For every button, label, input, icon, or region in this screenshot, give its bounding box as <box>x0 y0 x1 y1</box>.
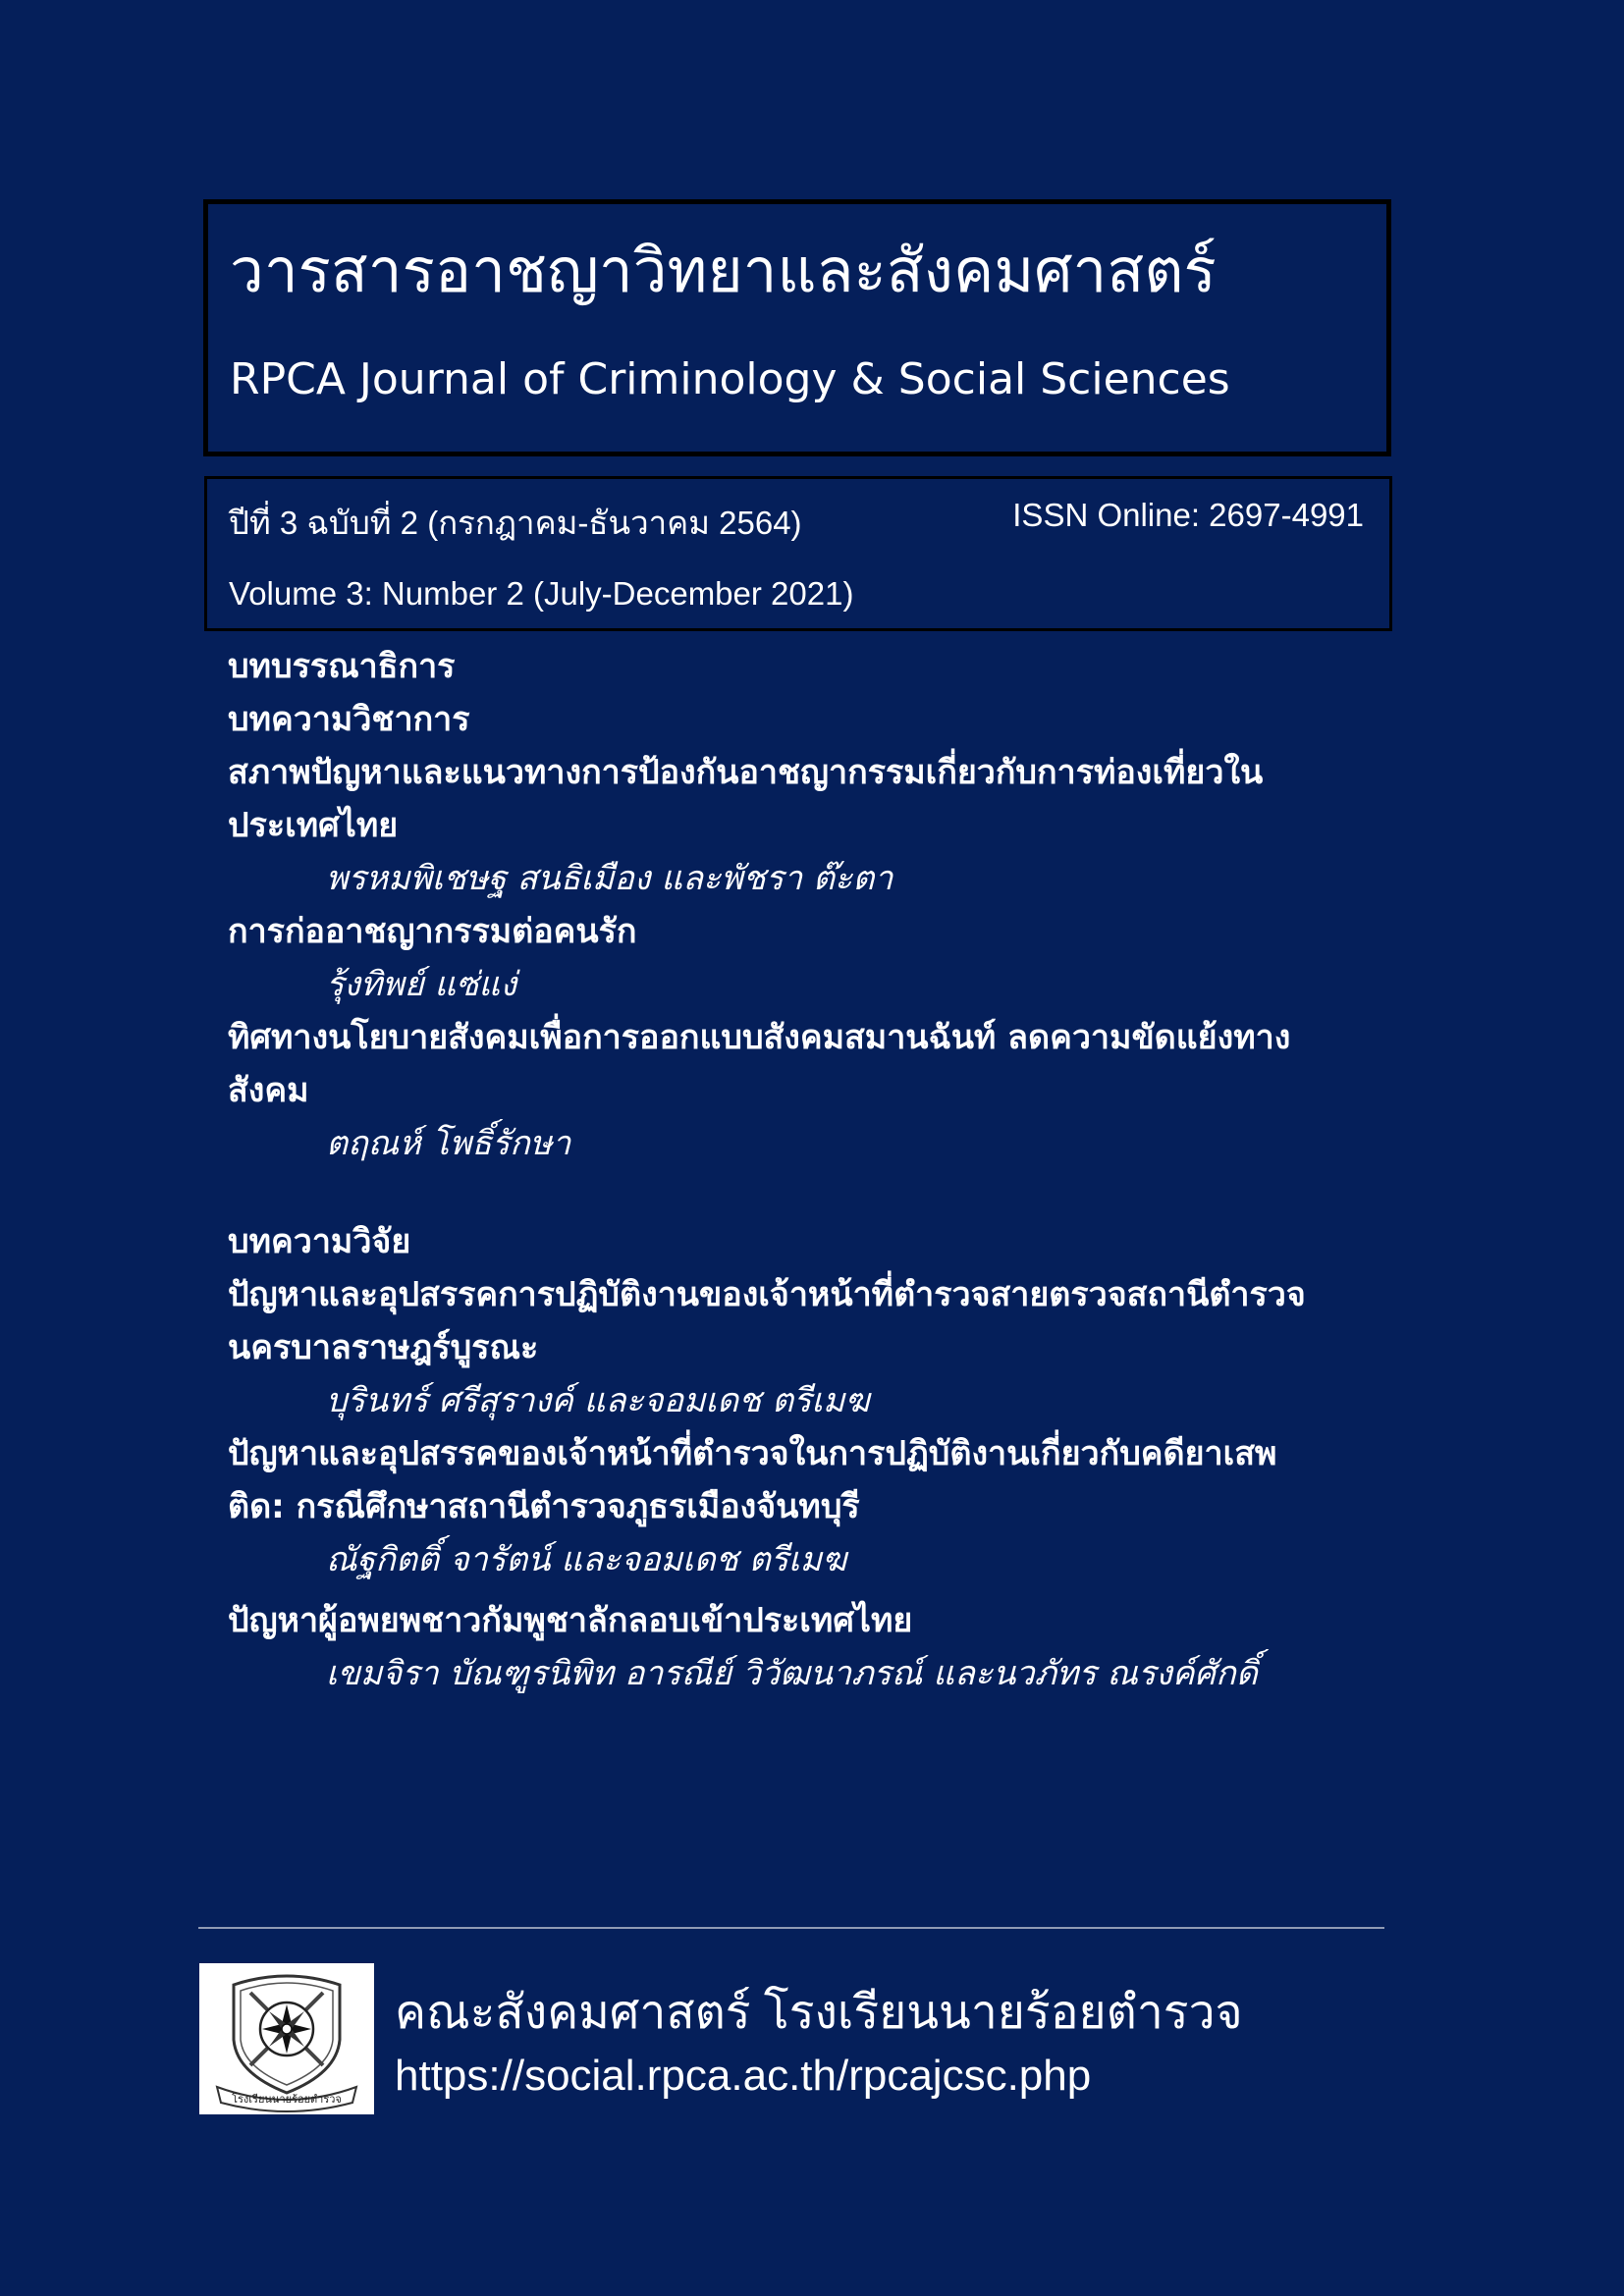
academic-article <box>228 1011 1396 1170</box>
article-title: ปัญหาและอุปสรรคการปฏิบัติงานของเจ้าหน้าที่ตำรวจสายตรวจสถานีตำรวจ <box>228 1275 1306 1314</box>
article-spacer <box>228 1586 1396 1594</box>
issn-label: ISSN Online: 2697-4991 <box>1012 497 1364 533</box>
academic-article <box>228 905 1396 1011</box>
article-authors: รุ้งทิพย์ แซ่แง่ <box>326 965 516 1004</box>
issue-info-box <box>204 476 1392 631</box>
article-title: ติด: กรณีศึกษาสถานีตำรวจภูธรเมืองจันทบุรี <box>228 1487 860 1526</box>
section-spacer <box>228 1170 1396 1215</box>
issue-label-thai: ปีที่ 3 ฉบับที่ 2 (กรกฎาคม-ธันวาคม 2564) <box>229 505 802 541</box>
article-title: นครบาลราษฎร์บูรณะ <box>228 1328 539 1367</box>
crest-icon <box>199 1963 374 2114</box>
table-of-contents <box>228 640 1396 1700</box>
research-article <box>228 1594 1396 1700</box>
article-title: ทิศทางนโยบายสังคมเพื่อการออกแบบสังคมสมานฉันท์ ลดความขัดแย้งทาง <box>228 1018 1291 1057</box>
editorial-heading: บทบรรณาธิการ <box>228 647 456 686</box>
logo-banner-text: โรงเรียนนายร้อยตำรวจ <box>232 2093 342 2106</box>
footer-divider <box>198 1927 1384 1929</box>
journal-title-thai: วารสารอาชญาวิทยาและสังคมศาสตร์ <box>230 235 1217 306</box>
article-title: ปัญหาผู้อพยพชาวกัมพูชาลักลอบเข้าประเทศไทย <box>228 1601 913 1640</box>
faculty-name: คณะสังคมศาสตร์ โรงเรียนนายร้อยตำรวจ <box>395 1987 1243 2039</box>
academic-article <box>228 746 1396 905</box>
police-academy-logo <box>199 1963 374 2114</box>
article-title: สภาพปัญหาและแนวทางการป้องกันอาชญากรรมเกี่ยวกับการท่องเที่ยวใน <box>228 753 1264 792</box>
journal-title-english: RPCA Journal of Criminology & Social Sciences <box>230 354 1230 404</box>
research-article <box>228 1427 1396 1586</box>
article-title: สังคม <box>228 1071 309 1110</box>
article-authors: บุรินทร์ ศรีสุรางค์ และจอมเดช ตรีเมฆ <box>326 1381 870 1420</box>
article-title: การก่ออาชญากรรมต่อคนรัก <box>228 912 637 951</box>
article-authors: ณัฐกิตติ์ จารัตน์ และจอมเดช ตรีเมฆ <box>326 1540 847 1579</box>
journal-title-box <box>203 199 1391 456</box>
research-articles-heading: บทความวิจัย <box>228 1222 411 1261</box>
article-authors: ตฤณห์ โพธิ์รักษา <box>326 1124 571 1163</box>
article-title: ปัญหาและอุปสรรคของเจ้าหน้าที่ตำรวจในการปฏิบัติงานเกี่ยวกับคดียาเสพ <box>228 1434 1277 1473</box>
journal-url[interactable]: https://social.rpca.ac.th/rpcajcsc.php <box>395 2052 1092 2100</box>
article-title: ประเทศไทย <box>228 806 399 845</box>
article-authors: พรหมพิเชษฐ สนธิเมือง และพัชรา ต๊ะตา <box>326 859 893 898</box>
article-authors: เขมจิรา บัณฑูรนิพิท อารณีย์ วิวัฒนาภรณ์ และนวภัทร ณรงค์ศักดิ์ <box>326 1654 1258 1693</box>
research-article <box>228 1268 1396 1427</box>
issue-label-english: Volume 3: Number 2 (July-December 2021) <box>229 575 854 612</box>
academic-articles-heading: บทความวิชาการ <box>228 700 470 739</box>
